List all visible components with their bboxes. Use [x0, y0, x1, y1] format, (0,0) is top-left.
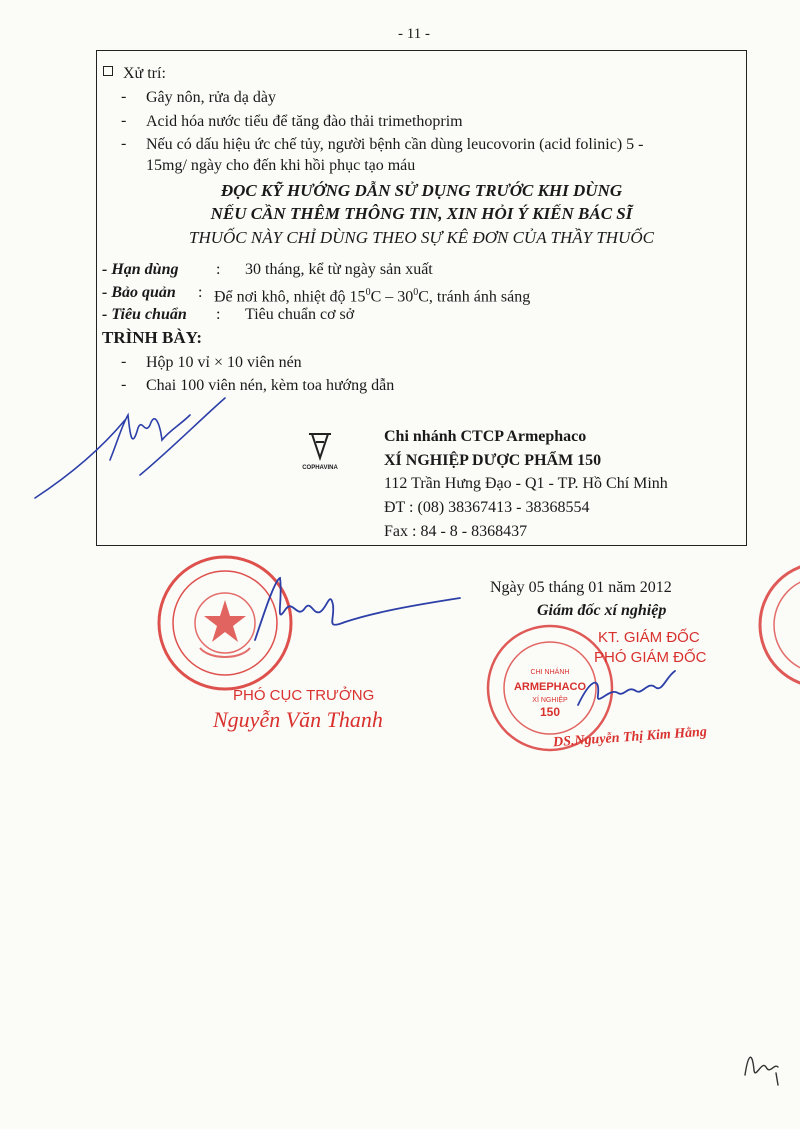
bullet-dash: -	[121, 135, 127, 152]
expiry-value: 30 tháng, kể từ ngày sản xuất	[245, 261, 433, 278]
signing-date: Ngày 05 tháng 01 năm 2012	[490, 579, 672, 596]
page-number: - 11 -	[398, 26, 430, 42]
approval-name: Nguyễn Văn Thanh	[213, 707, 383, 732]
director-name: DS.Nguyễn Thị Kim Hằng	[552, 724, 708, 751]
warning-ask-doctor: NẾU CẦN THÊM THÔNG TIN, XIN HỎI Ý KIẾN BÁC SĨ	[210, 204, 633, 223]
approval-title: PHÓ CỤC TRƯỞNG	[233, 687, 375, 704]
svg-text:CHI NHÁNH: CHI NHÁNH	[530, 669, 570, 676]
company-fax: Fax : 84 - 8 - 8368437	[384, 523, 528, 540]
standard-value: Tiêu chuẩn cơ sở	[245, 306, 355, 323]
treatment-item: Nếu có dấu hiệu ức chế tủy, người bệnh cần dùng leucovorin (acid folinic) 5 -	[146, 136, 644, 153]
storage-value: Để nơi khô, nhiệt độ $15^0C - 30^0C$, tránh ánh sáng	[214, 287, 531, 306]
svg-text:ARMEPHACO: ARMEPHACO	[513, 681, 587, 693]
deputy-director-label: PHÓ GIÁM ĐỐC	[594, 649, 707, 666]
presentation-item: Chai 100 viên nén, kèm toa hướng dẫn	[146, 377, 395, 394]
warning-read-instructions: ĐỌC KỸ HƯỚNG DẪN SỬ DỤNG TRƯỚC KHI DÙNG	[220, 181, 623, 200]
bullet-dash: -	[121, 376, 127, 393]
corner-initials-icon	[740, 1045, 790, 1090]
checkbox-icon	[103, 66, 113, 76]
storage-colon: :	[198, 284, 203, 301]
bullet-dash: -	[121, 353, 127, 370]
director-title: Giám đốc xí nghiệp	[537, 602, 667, 619]
treatment-heading: Xử trí:	[103, 64, 166, 84]
treatment-item: Acid hóa nước tiểu để tăng đào thải trimethoprim	[146, 113, 463, 130]
warning-prescription: THUỐC NÀY CHỈ DÙNG THEO SỰ KÊ ĐƠN CỦA THẦY THUỐC	[189, 228, 654, 247]
company-address: 112 Trần Hưng Đạo - Q1 - TP. Hồ Chí Minh	[384, 475, 668, 492]
company-name: XÍ NGHIỆP DƯỢC PHẨM 150	[384, 452, 602, 469]
kt-director-label: KT. GIÁM ĐỐC	[598, 629, 700, 646]
company-branch: Chi nhánh CTCP Armephaco	[384, 428, 587, 445]
bullet-dash: -	[121, 88, 127, 105]
cophavina-logo-icon	[306, 432, 334, 462]
director-signature-icon	[570, 665, 680, 715]
signature-left-icon	[30, 380, 230, 510]
treatment-item: Gây nôn, rửa dạ dày	[146, 89, 276, 106]
company-phone: ĐT : (08) 38367413 - 38368554	[384, 499, 590, 516]
svg-text:XÍ NGHIỆP: XÍ NGHIỆP	[532, 697, 568, 704]
standard-colon: :	[216, 306, 221, 323]
partial-stamp-icon	[752, 555, 800, 695]
presentation-item: Hộp 10 vỉ × 10 viên nén	[146, 354, 302, 371]
storage-label: - Bảo quản	[102, 284, 176, 301]
expiry-colon: :	[216, 261, 221, 278]
presentation-heading: TRÌNH BÀY:	[102, 328, 202, 347]
svg-text:150: 150	[539, 705, 561, 719]
cophavina-logo: COPHAVINA	[298, 432, 342, 471]
bullet-dash: -	[121, 112, 127, 129]
standard-label: - Tiêu chuẩn	[102, 306, 187, 323]
deputy-director-signature-icon	[235, 570, 465, 650]
treatment-item-continued: 15mg/ ngày cho đến khi hồi phục tạo máu	[146, 157, 416, 174]
expiry-label: - Hạn dùng	[102, 261, 179, 278]
